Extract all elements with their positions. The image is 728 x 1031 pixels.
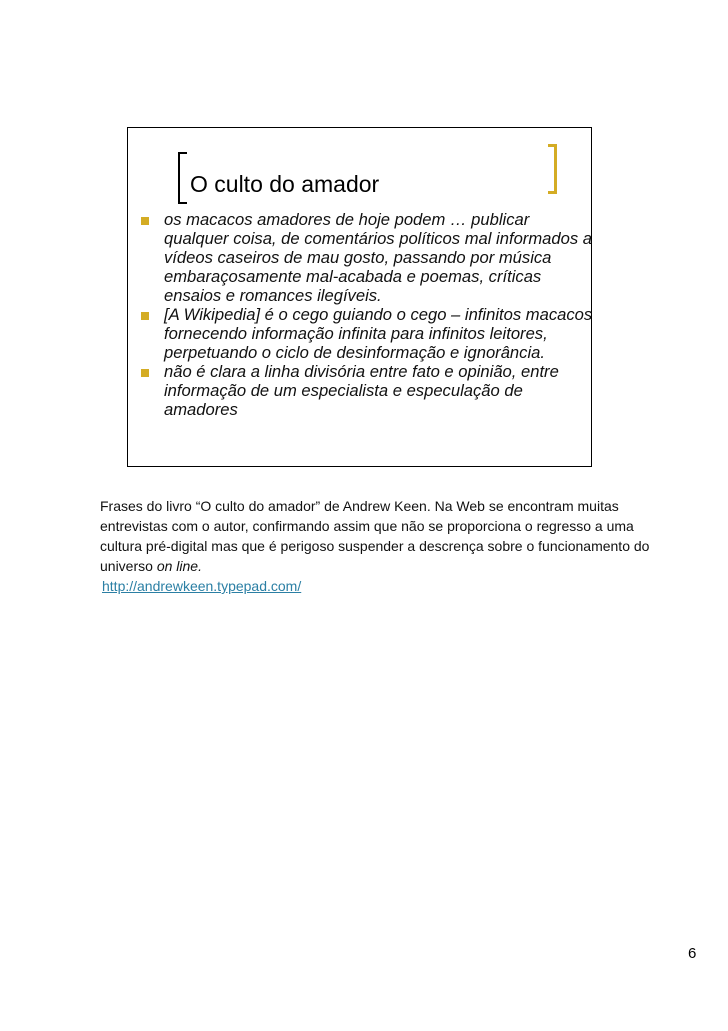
page-number: 6 — [688, 945, 697, 962]
bullet-item — [128, 305, 593, 362]
bullet-text: os macacos amadores de hoje podem … publicar qualquer coisa, de comentários políticos mal informados a vídeos caseiros de mau gosto, passando por música embaraçosamente mal-acabada e poemas, críticas ensaios e romances ilegíveis. — [164, 210, 592, 305]
square-bullet-icon — [141, 217, 149, 225]
square-bullet-icon — [141, 369, 149, 377]
slide-title: O culto do amador — [190, 171, 380, 197]
bullet-item — [128, 362, 593, 419]
left-bracket-decoration — [178, 152, 187, 204]
notes-italic-text: on line. — [156, 558, 202, 574]
square-bullet-icon — [141, 312, 149, 320]
notes-text: Frases do livro “O culto do amador” de Andrew Keen. Na Web se encontram muitas entrevistas com o autor, confirmando assim que não se proporciona o regresso a uma cultura pré-digital mas que é perigoso suspender a descrença sobre o funcionamento do universo — [100, 498, 650, 574]
reference-link[interactable]: http://andrewkeen.typepad.com/ — [102, 578, 302, 594]
bullet-item — [128, 210, 593, 305]
bullet-text: [A Wikipedia] é o cego guiando o cego – infinitos macacos fornecendo informação infinita para infinitos leitores, perpetuando o ciclo de desinformação e ignorância. — [164, 305, 593, 362]
speaker-notes — [100, 496, 660, 576]
bullet-list — [128, 210, 593, 419]
bullet-text: não é clara a linha divisória entre fato e opinião, entre informação de um especialista e especulação de amadores — [164, 362, 559, 419]
right-bracket-decoration — [548, 144, 557, 194]
slide-frame — [127, 127, 592, 467]
notes-paragraph — [100, 496, 660, 576]
